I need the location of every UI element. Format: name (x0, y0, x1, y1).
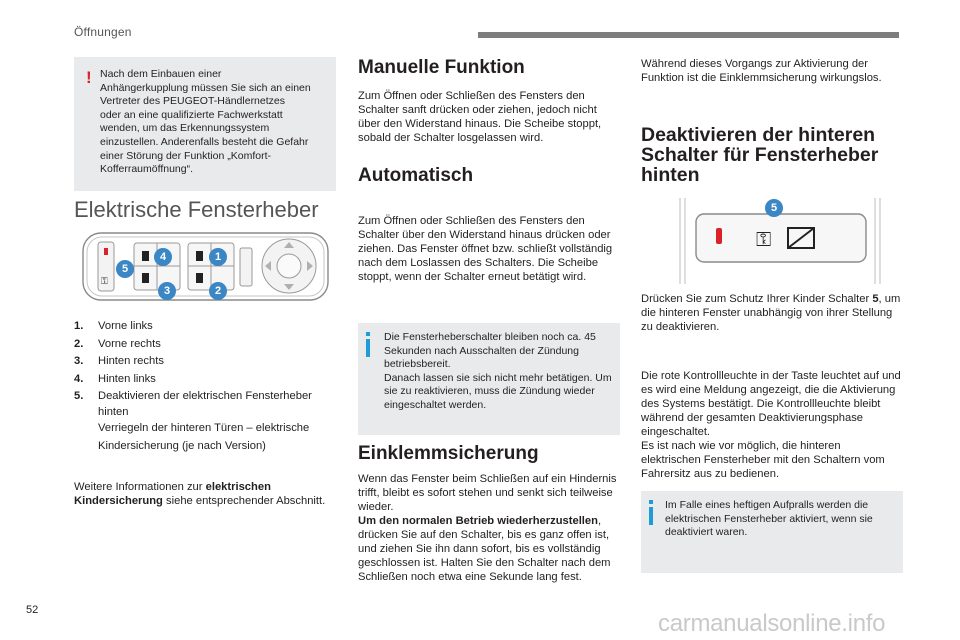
list-item-extra: Verriegeln der hinteren Türen – elektrische Kindersicherung (je nach Version) (98, 422, 310, 452)
legend-list (74, 318, 340, 456)
warning-icon: ! (86, 68, 92, 87)
list-item: 4. Hinten links (74, 372, 156, 385)
svg-text:⚿: ⚿ (756, 227, 772, 251)
warning-line: einer Störung der Funktion „Komfort- (100, 149, 271, 162)
warning-line: Nach dem Einbauen einer (100, 68, 222, 80)
heading-pinch: Einklemmsicherung (358, 443, 539, 464)
svg-text:⚿: ⚿ (101, 277, 108, 287)
warning-line: Kofferraumöffnung“. (100, 163, 194, 176)
left-heading: Elektrische Fensterheber (74, 197, 319, 222)
marker-4: 4 (154, 248, 172, 266)
list-item: 5. Deaktivieren der elektrischen Fensterheber hinten (74, 390, 312, 419)
paragraph-pinch: Wenn das Fenster beim Schließen auf ein Hindernis trifft, bleibt es sofort stehen und senkt sich teilweise wieder. Um den normalen Betrieb wiederherzustellen, drücken Sie auf den Schalter, bis es ganz offen ist, und ziehen Sie ihn dann sofort, bis es vollständig geschlossen ist. Halten Sie den Schalter nach dem Schließen noch etwa eine Sekunde lang fest. (358, 473, 617, 583)
section-title: Öffnungen (74, 25, 132, 39)
warning-line: einzustellen. Anderenfalls besteht die Gefahr (100, 135, 309, 148)
warning-text (100, 68, 336, 177)
marker-5: 5 (765, 199, 783, 217)
paragraph-manual: Zum Öffnen oder Schließen des Fensters den Schalter sanft drücken oder ziehen, jedoch nicht über den Widerstand hinaus. Die Scheibe stoppt, sobald der Schalter losgelassen wird. (358, 90, 602, 144)
warning-line: oder an eine qualifizierte Fachwerkstatt (100, 108, 283, 121)
heading-deactivate: Deaktivieren der hinteren Schalter für Fensterheber hinten (641, 124, 879, 186)
marker-1: 1 (209, 248, 227, 266)
marker-5: 5 (116, 260, 134, 278)
marker-3: 3 (158, 282, 176, 300)
list-item: 2. Vorne rechts (74, 337, 161, 350)
more-info: Weitere Informationen zur elektrischen Kindersicherung siehe entsprechender Abschnitt. (74, 481, 326, 507)
paragraph-led: Die rote Kontrollleuchte in der Taste leuchtet auf und es wird eine Meldung angezeigt, die die Aktivierung des Systems bestätigt. Die Kontrollleuchte bleibt während der gesamten Deaktivierungsphase eingeschaltet. Es ist nach wie vor möglich, die hinteren elektrischen Fensterheber mit den Schaltern vom Fahrersitz aus zu bedienen. (641, 370, 901, 480)
info-text: Danach lassen sie sich nicht mehr betätigen. Um sie zu reaktivieren, muss die Zündung wieder eingeschaltet werden. (384, 371, 612, 411)
warning-line: Anhängerkupplung müssen Sie sich an einen (100, 81, 311, 94)
warning-line: Vertreter des PEUGEOT-Händlernetzes (100, 95, 285, 108)
paragraph-press: Drücken Sie zum Schutz Ihrer Kinder Schalter 5, um die hinteren Fenster unabhängig von ihrer Stellung zu deaktivieren. (641, 293, 901, 333)
warning-box (74, 57, 336, 191)
header-bar (478, 32, 899, 38)
info-text: Im Falle eines heftigen Aufpralls werden die elektrischen Fensterheber aktiviert, wenn sie deaktiviert waren. (665, 499, 873, 539)
info-icon (366, 332, 370, 336)
paragraph-right-top: Während dieses Vorgangs zur Aktivierung der Funktion ist die Einklemmsicherung wirkungslos. (641, 58, 882, 84)
info-box-ignition (358, 323, 620, 435)
heading-manual: Manuelle Funktion (358, 57, 525, 78)
heading-auto: Automatisch (358, 165, 474, 186)
marker-2: 2 (209, 282, 227, 300)
warning-line: wenden, um das Erkennungssystem (100, 122, 270, 135)
paragraph-auto: Zum Öffnen oder Schließen des Fensters den Schalter über den Widerstand hinaus drücken oder ziehen. Das Fenster öffnet bzw. schließt vollständig nach dem Loslassen des Schalters. Die Scheibe stoppt, wenn der Schalter erneut betätigt wird. (358, 215, 613, 283)
page-number: 52 (26, 604, 39, 616)
list-item: 1. Vorne links (74, 320, 153, 332)
info-box-crash (641, 491, 903, 573)
watermark: carmanualsonline.info (658, 610, 886, 637)
info-icon (649, 500, 653, 504)
list-item: 3. Hinten rechts (74, 355, 164, 368)
info-text: Die Fensterheberschalter bleiben noch ca. 45 Sekunden nach Ausschalten der Zündung betriebsbereit. (384, 331, 596, 371)
